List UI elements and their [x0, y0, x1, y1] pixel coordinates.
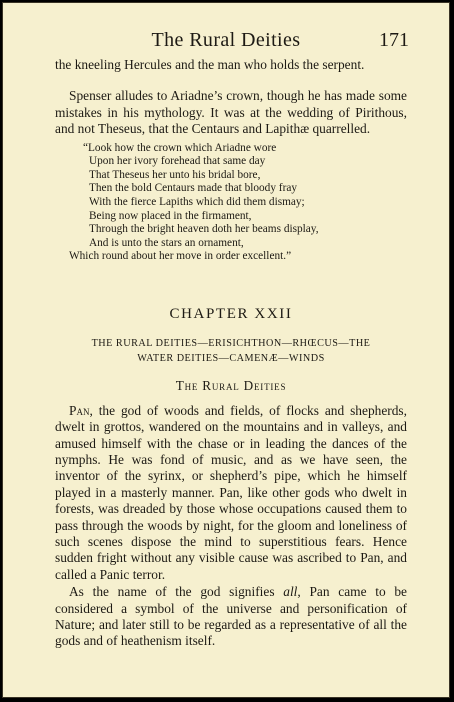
- spenser-paragraph: Spenser alludes to Ariadne’s crown, though he has made some mistakes in his mythology. It was at the wedding of Pirithous, and not Theseus, that the Centaurs and Lapithæ quarrelled.: [55, 88, 407, 137]
- pan-paragraph-text: , the god of woods and fields, of flocks and shepherds, dwelt in grottos, wandered on the mountains and in valleys, and amused himself with the chase or in leading the dances of the nymphs. He was fond of music, and as we have seen, the inventor of the syrinx, or shepherd’s pipe, which he himself played in a masterly manner. Pan, like other gods who dwelt in forests, was dreaded by those whose occupations caused them to pass through the woods by night, for the gloom and loneliness of such scenes dispose the mind to superstitious fears. Hence sudden fright without any visible cause was ascribed to Pan, and called a Panic terror.: [55, 402, 407, 582]
- section-title: The Rural Deities: [175, 378, 287, 394]
- chapter-subtitle-line-2: WATER DEITIES—CAMENÆ—WINDS: [137, 353, 325, 365]
- name-paragraph: [55, 584, 407, 650]
- chapter-subtitle-line-1: THE RURAL DEITIES—ERISICHTHON—RHŒCUS—THE: [91, 338, 371, 350]
- chapter-subtitle: [55, 336, 407, 366]
- verse-line: Then the bold Centaurs made that bloody fray: [89, 182, 297, 195]
- page-header: [3, 29, 449, 53]
- pan-paragraph: [55, 403, 407, 583]
- pan-first-word: Pan: [69, 402, 90, 418]
- verse-line: With the fierce Lapiths which did them dismay;: [89, 196, 305, 208]
- verse-line: Through the bright heaven doth her beams display,: [89, 223, 319, 236]
- verse-line: Being now placed in the firmament,: [89, 209, 252, 222]
- verse-line: “Look how the crown which Ariadne wore: [83, 141, 277, 154]
- book-page: [2, 2, 450, 698]
- emphasis-all: all: [283, 584, 298, 600]
- continued-paragraph: the kneeling Hercules and the man who holds the serpent.: [55, 57, 365, 72]
- page-number: 171: [379, 29, 409, 51]
- verse-quote: [55, 142, 407, 264]
- verse-line: That Theseus her unto his bridal bore,: [89, 168, 261, 181]
- verse-line: And is unto the stars an ornament,: [89, 236, 244, 249]
- page-body: [55, 57, 407, 650]
- verse-line: Which round about her move in order excellent.”: [69, 250, 292, 263]
- chapter-heading: CHAPTER XXII: [169, 305, 293, 322]
- running-title: The Rural Deities: [151, 29, 301, 51]
- name-paragraph-text-1: As the name of the god signifies: [69, 584, 284, 600]
- verse-line: Upon her ivory forehead that same day: [89, 155, 266, 168]
- name-paragraph-text-2: , Pan came to be considered a symbol of the universe and personification of Nature; and later still to be regarded as a representative of all the gods and of heathenism itself.: [55, 584, 407, 649]
